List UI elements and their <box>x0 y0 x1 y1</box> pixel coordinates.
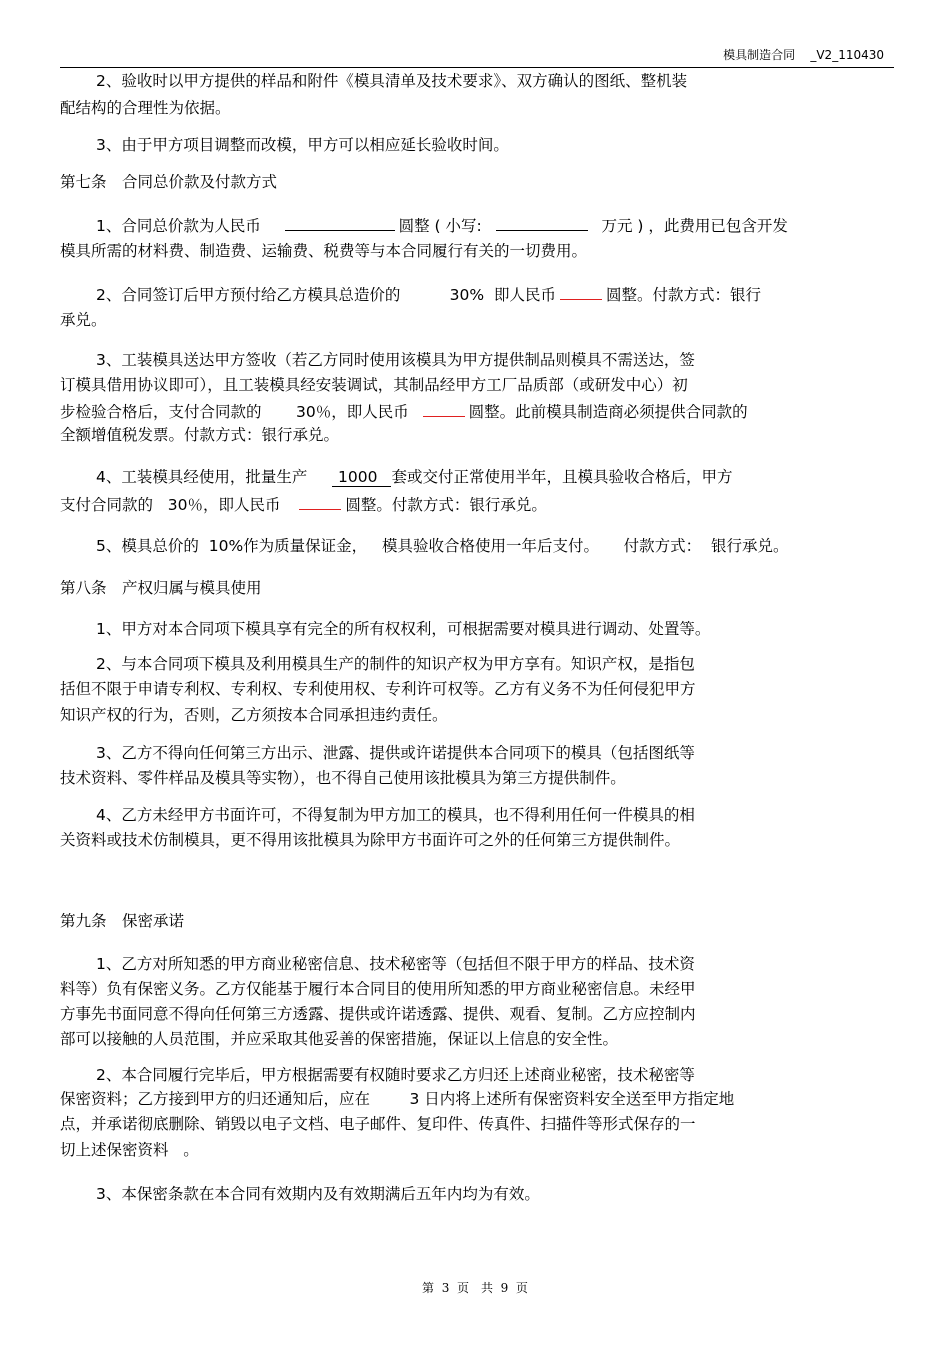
text-line: 技术资料、零件样品及模具等实物），也不得自己使用该批模具为第三方提供制件。 <box>60 769 626 787</box>
text-segment: 30％，即人民币 <box>296 403 409 421</box>
text-line: 1、乙方对所知悉的甲方商业秘密信息、技术秘密等（包括但不限于甲方的样品、技术资 <box>96 955 695 973</box>
blank-field <box>423 400 465 417</box>
percent-value: 30% <box>449 286 485 304</box>
page-number: 3 <box>441 1281 450 1295</box>
text-line: 点，并承诺彻底删除、销毁以电子文档、电子邮件、复印件、传真件、扫描件等形式保存的一 <box>60 1115 696 1133</box>
text-line: 承兑。 <box>60 311 107 329</box>
text-segment: 套或交付正常使用半年，且模具验收合格后，甲方 <box>391 468 733 486</box>
text-line: 全额增值税发票。付款方式：银行承兑。 <box>60 426 340 444</box>
footer-text: 页 共 <box>456 1281 493 1295</box>
text-segment: 圆整。付款方式：银行 <box>605 286 761 304</box>
page-total: 9 <box>500 1281 509 1295</box>
text-line: 3、本保密条款在本合同有效期内及有效期满后五年内均为有效。 <box>96 1185 540 1203</box>
text-line: 3、由于甲方项目调整而改模，甲方可以相应延长验收时间。 <box>96 136 509 154</box>
text-line: 3、工装模具送达甲方签收（若乙方同时使用该模具为甲方提供制品则模具不需送达，签 <box>96 351 695 369</box>
section-heading-8: 第八条 产权归属与模具使用 <box>60 579 262 597</box>
text-segment: 10%作为质量保证金， <box>208 537 368 555</box>
text-segment: 万元 ) ，此费用已包含开发 <box>601 217 788 235</box>
text-line: 料等）负有保密义务。乙方仅能基于履行本合同目的使用所知悉的甲方商业秘密信息。未经甲 <box>60 980 696 998</box>
text-segment: 即人民币 <box>493 286 556 304</box>
blank-field <box>560 283 602 300</box>
text-line <box>96 214 788 236</box>
blank-field <box>285 214 395 231</box>
text-line: 配结构的合理性为依据。 <box>60 99 231 117</box>
text-line: 2、本合同履行完毕后，甲方根据需要有权随时要求乙方归还上述商业秘密，技术秘密等 <box>96 1066 695 1084</box>
text-segment: 30％，即人民币 <box>167 496 281 514</box>
header-version: _V2_110430 <box>810 48 884 62</box>
text-line: 关资料或技术仿制模具，更不得用该批模具为除甲方书面许可之外的任何第三方提供制件。 <box>60 831 681 849</box>
text-line: 2、验收时以甲方提供的样品和附件《模具清单及技术要求》、双方确认的图纸、整机装 <box>96 72 688 90</box>
text-segment: 支付合同款的 <box>60 496 154 514</box>
text-line: 方事先书面同意不得向任何第三方透露、提供或许诺透露、提供、观看、复制。乙方应控制内 <box>60 1005 696 1023</box>
text-segment: 圆整。此前模具制造商必须提供合同款的 <box>468 403 748 421</box>
text-line: 订模具借用协议即可），且工装模具经安装调试，其制品经甲方工厂品质部（或研发中心）初 <box>60 376 688 394</box>
text-line: 模具所需的材料费、制造费、运输费、税费等与本合同履行有关的一切费用。 <box>60 242 588 260</box>
quantity-value: 1000 <box>332 468 391 487</box>
text-segment: 模具验收合格使用一年后支付。 <box>381 537 599 555</box>
text-line <box>96 283 761 305</box>
text-line: 知识产权的行为，否则，乙方须按本合同承担违约责任。 <box>60 706 448 724</box>
section-heading-9: 第九条 保密承诺 <box>60 912 185 930</box>
text-line <box>96 536 789 556</box>
text-segment: 圆整 ( 小写: <box>398 217 482 235</box>
blank-field <box>299 493 341 510</box>
blank-field <box>496 214 588 231</box>
text-line <box>96 467 732 487</box>
text-segment: 保密资料；乙方接到甲方的归还通知后，应在 <box>60 1090 371 1108</box>
text-line <box>60 400 748 422</box>
text-segment: 银行承兑。 <box>711 537 789 555</box>
text-line: 2、与本合同项下模具及利用模具生产的制件的知识产权为甲方享有。知识产权，是指包 <box>96 655 695 673</box>
section-heading-7: 第七条 合同总价款及付款方式 <box>60 173 278 191</box>
text-segment: 步检验合格后，支付合同款的 <box>60 403 262 421</box>
text-segment: 圆整。付款方式：银行承兑。 <box>345 496 547 514</box>
text-line: 3、乙方不得向任何第三方出示、泄露、提供或许诺提供本合同项下的模具（包括图纸等 <box>96 744 695 762</box>
text-segment: 2、合同签订后甲方预付给乙方模具总造价的 <box>96 286 401 304</box>
text-line: 4、乙方未经甲方书面许可，不得复制为甲方加工的模具，也不得利用任何一件模具的相 <box>96 806 695 824</box>
text-line: 部可以接触的人员范围，并应采取其他妥善的保密措施，保证以上信息的安全性。 <box>60 1030 619 1048</box>
text-segment: 3 日内将上述所有保密资料安全送至甲方指定地 <box>409 1090 735 1108</box>
text-line <box>60 1140 199 1160</box>
text-line: 1、甲方对本合同项下模具享有完全的所有权权利，可根据需要对模具进行调动、处置等。 <box>96 620 711 638</box>
footer-text: 页 <box>515 1281 528 1295</box>
text-segment: 付款方式： <box>623 537 702 555</box>
text-segment: 1、合同总价款为人民币 <box>96 217 261 235</box>
text-segment: 4、工装模具经使用，批量生产 <box>96 468 308 486</box>
text-segment: 。 <box>183 1141 199 1159</box>
text-line: 括但不限于申请专利权、专利权、专利使用权、专利许可权等。乙方有义务不为任何侵犯甲方 <box>60 680 696 698</box>
header-rule <box>60 67 894 68</box>
text-line <box>60 493 547 515</box>
page-footer <box>0 1279 950 1296</box>
footer-text: 第 <box>422 1281 435 1295</box>
header-title: 模具制造合同 <box>723 48 796 62</box>
document-header <box>723 46 884 63</box>
text-segment: 切上述保密资料 <box>60 1141 169 1159</box>
text-segment: 5、模具总价的 <box>96 537 199 555</box>
text-line <box>60 1089 734 1109</box>
